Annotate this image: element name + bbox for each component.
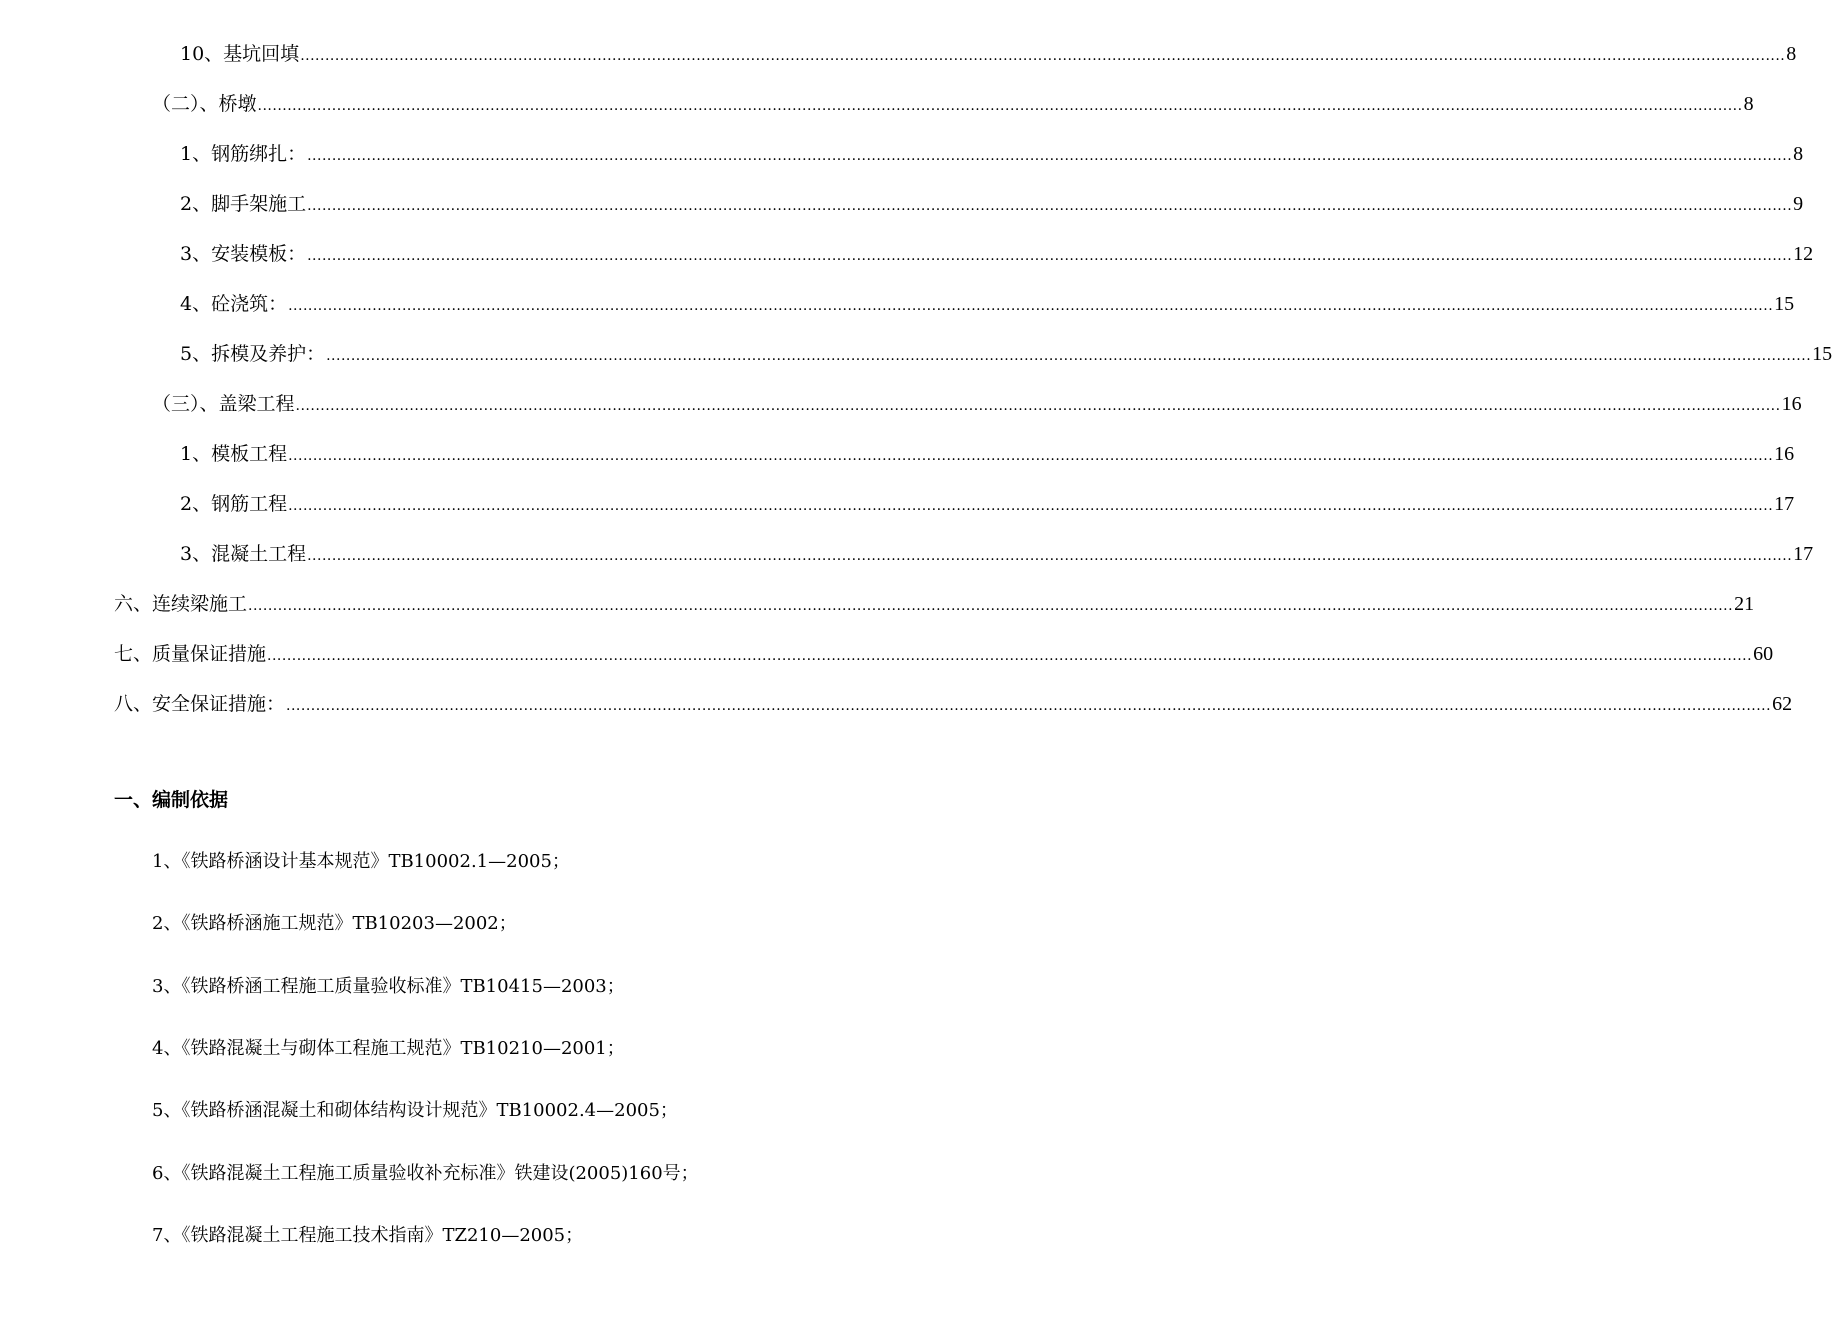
toc-entry[interactable] [114, 586, 1755, 616]
section-heading: 一、编制依据 [114, 789, 229, 811]
toc-entry-label: （三）、盖梁工程 [152, 393, 295, 415]
toc-entry-page: 62 [1772, 693, 1793, 715]
reference-item: 3、《铁路桥涵工程施工质量验收标准》TB10415—2003； [152, 976, 625, 997]
toc-dot-leader: ............................................................................................................................................................................................................................................................................................................ [307, 198, 1793, 214]
toc-entry-page: 9 [1793, 193, 1804, 215]
toc-dot-leader: ............................................................................................................................................................................................................................................................................................................ [288, 498, 1774, 514]
reference-item: 4、《铁路混凝土与砌体工程施工规范》TB10210—2001； [152, 1038, 625, 1059]
toc-entry[interactable] [114, 686, 1793, 716]
reference-item: 6、《铁路混凝土工程施工质量验收补充标准》铁建设(2005)160号； [152, 1163, 699, 1184]
toc-entry-label: 5、拆模及养护： [180, 343, 326, 365]
toc-entry[interactable] [180, 536, 1814, 566]
toc-entry[interactable] [180, 136, 1804, 166]
toc-dot-leader: ............................................................................................................................................................................................................................................................................................................ [257, 98, 1743, 114]
reference-item: 7、《铁路混凝土工程施工技术指南》TZ210—2005； [152, 1225, 584, 1246]
toc-entry-page: 60 [1753, 643, 1774, 665]
toc-entry[interactable] [152, 86, 1754, 116]
toc-entry-page: 21 [1734, 593, 1755, 615]
toc-entry-page: 8 [1786, 43, 1797, 65]
toc-entry-page: 17 [1774, 493, 1795, 515]
toc-entry-page: 12 [1793, 243, 1814, 265]
toc-entry[interactable] [180, 486, 1795, 516]
toc-entry-label: 10、基坑回填 [180, 43, 300, 65]
toc-dot-leader: ............................................................................................................................................................................................................................................................................................................ [300, 48, 1786, 64]
toc-entry-label: 七、质量保证措施 [114, 643, 267, 665]
toc-entry[interactable] [180, 286, 1795, 316]
toc-entry-label: 1、模板工程 [180, 443, 288, 465]
toc-entry-label: 1、钢筋绑扎： [180, 143, 307, 165]
toc-entry[interactable] [180, 186, 1804, 216]
toc-entry-label: 4、砼浇筑： [180, 293, 288, 315]
toc-dot-leader: ............................................................................................................................................................................................................................................................................................................ [307, 148, 1793, 164]
toc-dot-leader: ............................................................................................................................................................................................................................................................................................................ [248, 598, 1734, 614]
toc-entry[interactable] [180, 336, 1832, 366]
toc-dot-leader: ............................................................................................................................................................................................................................................................................................................ [267, 648, 1753, 664]
toc-dot-leader: ............................................................................................................................................................................................................................................................................................................ [286, 698, 1772, 714]
toc-dot-leader: ............................................................................................................................................................................................................................................................................................................ [288, 298, 1774, 314]
toc-entry-label: （二）、桥墩 [152, 93, 257, 115]
toc-entry-label: 八、安全保证措施： [114, 693, 286, 715]
toc-entry-label: 六、连续梁施工 [114, 593, 248, 615]
toc-entry[interactable] [180, 236, 1814, 266]
toc-entry-label: 3、混凝土工程 [180, 543, 307, 565]
toc-dot-leader: ............................................................................................................................................................................................................................................................................................................ [288, 448, 1774, 464]
toc-entry-page: 16 [1781, 393, 1802, 415]
toc-dot-leader: ............................................................................................................................................................................................................................................................................................................ [307, 248, 1793, 264]
toc-entry-label: 2、钢筋工程 [180, 493, 288, 515]
toc-entry-page: 8 [1743, 93, 1754, 115]
reference-item: 2、《铁路桥涵施工规范》TB10203—2002； [152, 913, 517, 934]
toc-entry-label: 2、脚手架施工 [180, 193, 307, 215]
toc-dot-leader: ............................................................................................................................................................................................................................................................................................................ [295, 398, 1781, 414]
toc-entry[interactable] [114, 636, 1774, 666]
toc-entry-page: 17 [1793, 543, 1814, 565]
toc-entry[interactable] [180, 436, 1795, 466]
reference-item: 1、《铁路桥涵设计基本规范》TB10002.1—2005； [152, 851, 570, 872]
toc-entry[interactable] [180, 36, 1797, 66]
toc-entry-page: 16 [1774, 443, 1795, 465]
toc-entry-page: 15 [1812, 343, 1832, 365]
toc-entry-label: 3、安装模板： [180, 243, 307, 265]
toc-dot-leader: ............................................................................................................................................................................................................................................................................................................ [326, 348, 1812, 364]
toc-entry[interactable] [152, 386, 1802, 416]
toc-dot-leader: ............................................................................................................................................................................................................................................................................................................ [307, 548, 1793, 564]
reference-item: 5、《铁路桥涵混凝土和砌体结构设计规范》TB10002.4—2005； [152, 1100, 678, 1121]
toc-entry-page: 8 [1793, 143, 1804, 165]
toc-entry-page: 15 [1774, 293, 1795, 315]
